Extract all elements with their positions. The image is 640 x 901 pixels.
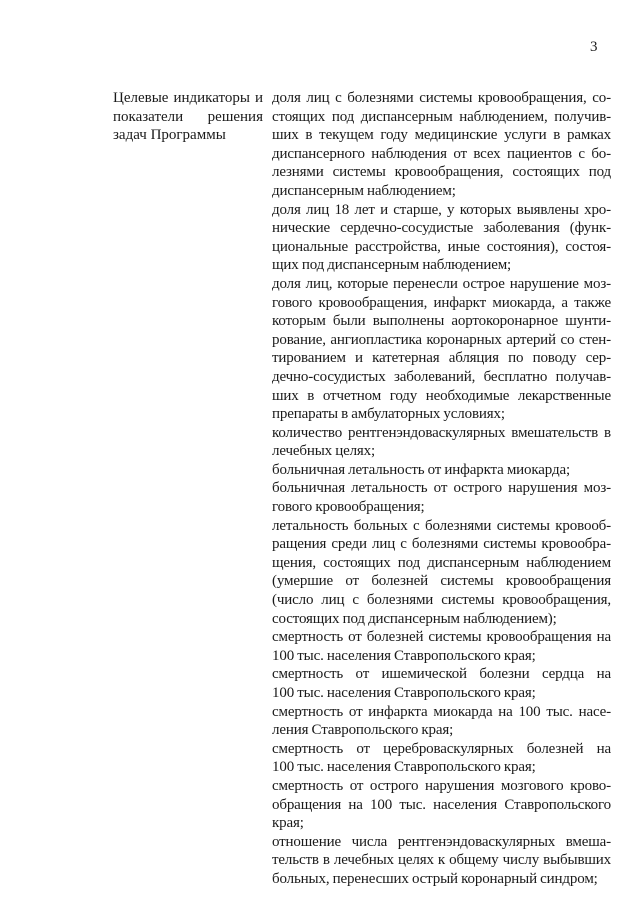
indicator-text-line: больных, перенесших острый коронарный синдром;	[272, 870, 598, 887]
indicator-text-line: тельств в лечебных целях к общему числу выбывших	[272, 852, 611, 869]
page-number: 3	[590, 39, 598, 55]
indicator-text-line: препараты в амбулаторных условиях;	[272, 406, 505, 423]
indicator-text-line: рование, ангиопластика коронарных артерий со стен-	[272, 331, 611, 348]
indicator-text-line: (умершие от болезней системы кровообращения	[272, 573, 611, 590]
indicator-text-line: диспансерным наблюдением;	[272, 182, 456, 199]
indicator-text-line: смертность от инфаркта миокарда на 100 тыс. насе-	[272, 703, 611, 720]
indicator-text-line: нические сердечно-сосудистые заболевания (функ-	[272, 220, 611, 237]
indicator-text-line: тированием и катетерная абляция по поводу сер-	[272, 350, 611, 367]
row-label-line: задач Программы	[113, 127, 226, 144]
indicator-text-line: стоящих под диспансерным наблюдением, получив-	[272, 108, 611, 125]
indicator-text-line: смертность от ишемической болезни сердца на	[272, 666, 611, 683]
indicator-text-line: лечебных целях;	[272, 443, 376, 460]
indicator-text-line: гового кровообращения;	[272, 499, 425, 516]
indicator-text-line: состоящих под диспансерным наблюдением);	[272, 610, 557, 627]
indicator-text-line: 100 тыс. населения Ставропольского края;	[272, 647, 536, 664]
indicator-text-line: смертность от цереброваскулярных болезней на	[272, 740, 611, 757]
indicator-text-line: циональные расстройства, иные состояния), состоя-	[272, 238, 611, 255]
indicator-text-line: лезнями системы кровообращения, состоящих под	[272, 164, 611, 181]
indicator-text-line: щих под диспансерным наблюдением;	[272, 257, 512, 274]
indicator-text-line: смертность от болезней системы кровообращения на	[272, 629, 611, 646]
indicator-text-line: доля лиц 18 лет и старше, у которых выявлены хро-	[272, 201, 611, 218]
indicator-text-line: отношение числа рентгенэндоваскулярных вмеша-	[272, 833, 611, 850]
row-label-line: показатели решения	[113, 108, 263, 125]
indicator-text-line: доля лиц, которые перенесли острое нарушение моз-	[272, 275, 611, 292]
indicator-text-line: щения, состоящих под диспансерным наблюдением	[272, 554, 611, 571]
row-label-line: Целевые индикаторы и	[113, 90, 263, 106]
indicator-text-line: больничная летальность от инфаркта миокарда;	[272, 461, 570, 478]
indicator-text-line: ших в отчетном году необходимые лекарственные	[272, 387, 611, 404]
indicator-text-line: обращения на 100 тыс. населения Ставропольского	[272, 796, 611, 813]
indicators-list	[272, 89, 611, 889]
indicator-text-line: 100 тыс. населения Ставропольского края;	[272, 759, 536, 776]
indicator-text-line: летальность больных с болезнями системы кровооб-	[272, 517, 611, 534]
indicator-text-line: количество рентгенэндоваскулярных вмешательств в	[272, 424, 611, 441]
indicator-text-line: дечно-сосудистых заболеваний, бесплатно получав-	[272, 368, 611, 385]
indicator-text-line: доля лиц с болезнями системы кровообращения, со-	[272, 90, 611, 106]
indicator-text-line: больничная летальность от острого нарушения моз-	[272, 480, 611, 497]
row-label	[113, 89, 263, 145]
indicator-text-line: края;	[272, 815, 304, 832]
indicator-text-line: гового кровообращения, инфаркт миокарда, а также	[272, 294, 611, 311]
indicator-text-line: ращения среди лиц с болезнями системы кровообра-	[272, 536, 611, 553]
indicator-text-line: (число лиц с болезнями системы кровообращения,	[272, 592, 611, 609]
indicator-text-line: смертность от острого нарушения мозгового крово-	[272, 777, 611, 794]
indicator-text-line: ления Ставропольского края;	[272, 722, 454, 739]
indicator-text-line: 100 тыс. населения Ставропольского края;	[272, 685, 536, 701]
indicator-text-line: диспансерного наблюдения от всех пациентов с бо-	[272, 145, 611, 162]
indicator-text-line: ших в текущем году медицинские услуги в рамках	[272, 127, 611, 144]
indicator-text-line: которым были выполнены аортокоронарное шунти-	[272, 313, 611, 330]
